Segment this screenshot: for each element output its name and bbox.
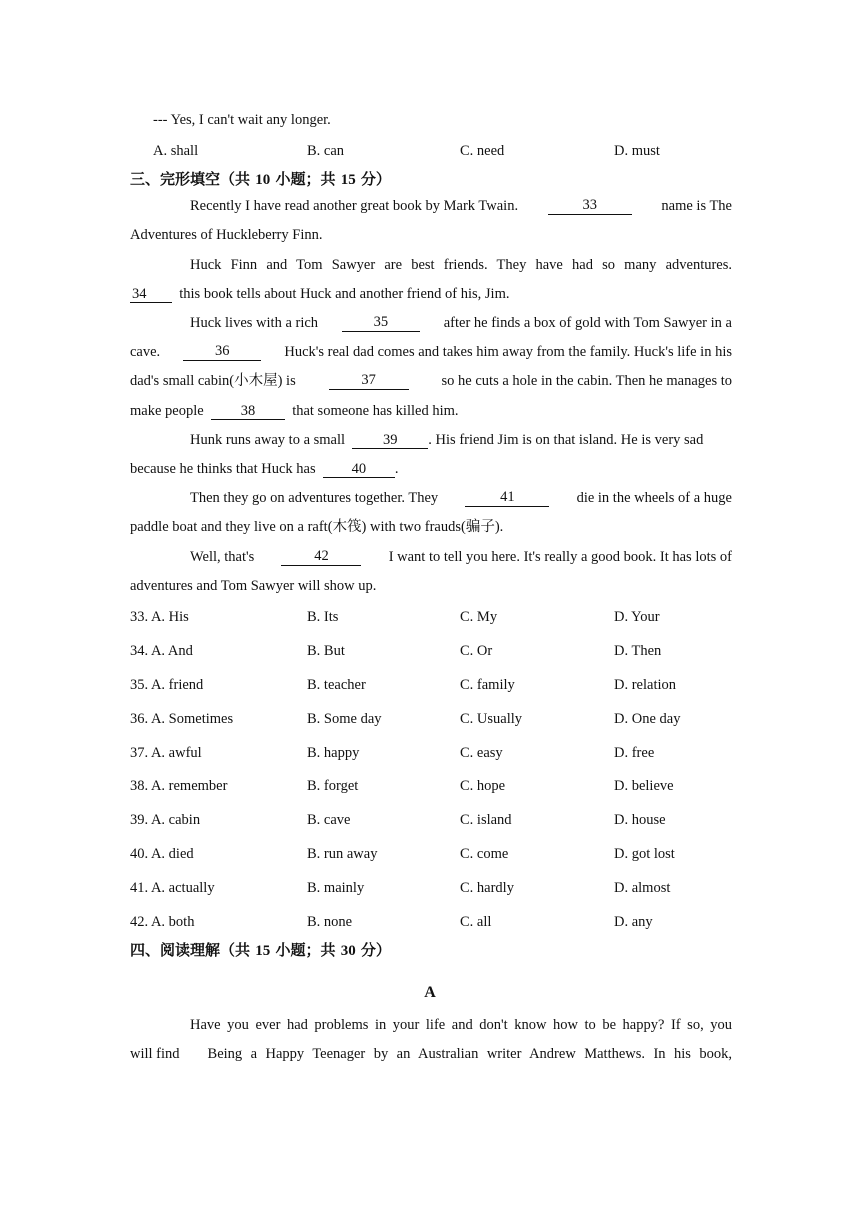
question-options-40 bbox=[130, 846, 750, 864]
section-4-prefix: 四、阅读理解（共 bbox=[130, 941, 256, 959]
prev-option-a: A. shall bbox=[153, 143, 199, 159]
passage-text: Well, that's bbox=[190, 549, 255, 565]
passage-p2-line1: Huck Finn and Tom Sawyer are best friends. They have had so many adventures. bbox=[190, 257, 732, 273]
question-options-42 bbox=[130, 914, 750, 932]
passage-p6-line2: adventures and Tom Sawyer will show up. bbox=[130, 578, 377, 594]
option-a[interactable]: 36. A. Sometimes bbox=[130, 711, 234, 727]
prev-option-b: B. can bbox=[307, 143, 345, 159]
passage-p5-line2: paddle boat and they live on a raft(木筏) with two frauds(骗子). bbox=[130, 519, 504, 535]
option-a[interactable]: 33. A. His bbox=[130, 609, 189, 625]
option-b[interactable]: B. teacher bbox=[307, 677, 366, 693]
passage-p1-line1 bbox=[190, 197, 732, 215]
passage-p3-line4 bbox=[130, 402, 459, 420]
prev-option-d: D. must bbox=[614, 143, 660, 159]
option-b[interactable]: B. run away bbox=[307, 846, 378, 862]
passage-text: Being a Happy Teenager by an Australian writer Andrew Matthews. In his book, bbox=[207, 1046, 732, 1062]
passage-p3-line3 bbox=[130, 372, 732, 390]
section-4-suffix: 分） bbox=[355, 941, 391, 959]
blank-39[interactable]: 39 bbox=[352, 432, 428, 449]
option-c[interactable]: C. Usually bbox=[460, 711, 523, 727]
option-c[interactable]: C. family bbox=[460, 677, 515, 693]
option-b[interactable]: B. forget bbox=[307, 778, 359, 794]
passage-text: Then they go on adventures together. They bbox=[190, 490, 439, 506]
reading-a-line2 bbox=[130, 1045, 732, 1063]
passage-text: Hunk runs away to a small bbox=[190, 432, 346, 448]
option-d[interactable]: D. any bbox=[614, 914, 653, 930]
passage-text: so he cuts a hole in the cabin. Then he manages to bbox=[441, 373, 732, 389]
passage-text: this book tells about Huck and another friend of his, Jim. bbox=[179, 286, 510, 302]
option-c[interactable]: C. hardly bbox=[460, 880, 514, 896]
option-c[interactable]: C. island bbox=[460, 812, 512, 828]
passage-p1-line2: Adventures of Huckleberry Finn. bbox=[130, 227, 323, 243]
option-d[interactable]: D. got lost bbox=[614, 846, 675, 862]
question-options-36 bbox=[130, 711, 750, 729]
passage-text: that someone has killed him. bbox=[292, 403, 459, 419]
option-a[interactable]: 34. A. And bbox=[130, 643, 193, 659]
section-4-points: 30 bbox=[340, 943, 356, 959]
option-a[interactable]: 35. A. friend bbox=[130, 677, 204, 693]
blank-36[interactable]: 36 bbox=[183, 343, 261, 361]
option-b[interactable]: B. But bbox=[307, 643, 345, 659]
passage-text: will find bbox=[130, 1046, 180, 1062]
option-b[interactable]: B. happy bbox=[307, 745, 360, 761]
option-d[interactable]: D. house bbox=[614, 812, 666, 828]
section-3-suffix: 分） bbox=[355, 170, 391, 188]
passage-text: . bbox=[394, 461, 399, 477]
option-d[interactable]: D. Then bbox=[614, 643, 662, 659]
section-4-mid: 小题；共 bbox=[270, 941, 341, 959]
option-d[interactable]: D. One day bbox=[614, 711, 681, 727]
passage-text: die in the wheels of a huge bbox=[576, 490, 732, 506]
passage-text: I want to tell you here. It's really a good book. It has lots of bbox=[388, 549, 732, 565]
option-b[interactable]: B. mainly bbox=[307, 880, 365, 896]
option-a[interactable]: 39. A. cabin bbox=[130, 812, 201, 828]
passage-p2-line2 bbox=[130, 285, 509, 303]
passage-text: after he finds a box of gold with Tom Sawyer in a bbox=[443, 315, 732, 331]
section-3-count: 10 bbox=[255, 172, 271, 188]
prev-option-c: C. need bbox=[460, 143, 505, 159]
option-c[interactable]: C. My bbox=[460, 609, 498, 625]
reading-a-label: A bbox=[424, 984, 436, 1001]
question-options-35 bbox=[130, 677, 750, 695]
blank-33[interactable]: 33 bbox=[548, 197, 632, 215]
answer-line: --- Yes, I can't wait any longer. bbox=[153, 112, 331, 128]
passage-p4-line2 bbox=[130, 460, 399, 478]
option-d[interactable]: D. Your bbox=[614, 609, 660, 625]
blank-34[interactable]: 34 bbox=[130, 286, 172, 303]
option-c[interactable]: C. hope bbox=[460, 778, 506, 794]
option-d[interactable]: D. relation bbox=[614, 677, 677, 693]
option-b[interactable]: B. none bbox=[307, 914, 353, 930]
blank-40[interactable]: 40 bbox=[323, 461, 395, 478]
option-a[interactable]: 42. A. both bbox=[130, 914, 195, 930]
section-3-mid: 小题；共 bbox=[270, 170, 341, 188]
option-a[interactable]: 37. A. awful bbox=[130, 745, 202, 761]
question-options-39 bbox=[130, 812, 750, 830]
question-options-41 bbox=[130, 880, 750, 898]
passage-text: name is The bbox=[661, 198, 732, 214]
option-b[interactable]: B. Some day bbox=[307, 711, 382, 727]
passage-p4-line1 bbox=[190, 431, 732, 449]
section-4-count: 15 bbox=[255, 943, 271, 959]
passage-p3-line1 bbox=[190, 314, 732, 332]
section-3-points: 15 bbox=[340, 172, 356, 188]
passage-text: Huck's real dad comes and takes him away from the family. Huck's life in his bbox=[284, 344, 732, 360]
blank-37[interactable]: 37 bbox=[329, 372, 409, 390]
blank-38[interactable]: 38 bbox=[211, 403, 285, 420]
question-options-37 bbox=[130, 745, 750, 763]
passage-text: dad's small cabin(小木屋) is bbox=[130, 373, 296, 389]
passage-p3-line2 bbox=[130, 343, 732, 361]
option-c[interactable]: C. Or bbox=[460, 643, 493, 659]
option-a[interactable]: 38. A. remember bbox=[130, 778, 228, 794]
passage-text: Recently I have read another great book by Mark Twain. bbox=[190, 198, 519, 214]
option-b[interactable]: B. cave bbox=[307, 812, 351, 828]
option-d[interactable]: D. almost bbox=[614, 880, 671, 896]
option-a[interactable]: 40. A. died bbox=[130, 846, 194, 862]
blank-35[interactable]: 35 bbox=[342, 314, 420, 332]
section-4-heading bbox=[130, 941, 391, 960]
reading-a-line2-rest bbox=[208, 1045, 732, 1063]
passage-text: make people bbox=[130, 403, 204, 419]
section-3-prefix: 三、完形填空（共 bbox=[130, 170, 256, 188]
question-options-33 bbox=[130, 609, 750, 627]
option-d[interactable]: D. believe bbox=[614, 778, 674, 794]
blank-42[interactable]: 42 bbox=[281, 548, 361, 566]
passage-text: Huck lives with a rich bbox=[190, 315, 319, 331]
passage-p5-line1 bbox=[190, 489, 732, 507]
option-b[interactable]: B. Its bbox=[307, 609, 339, 625]
option-c[interactable]: C. all bbox=[460, 914, 492, 930]
blank-41[interactable]: 41 bbox=[465, 489, 549, 507]
reading-a-line1: Have you ever had problems in your life and don't know how to be happy? If so, you bbox=[190, 1017, 732, 1033]
question-options-38 bbox=[130, 778, 750, 796]
passage-text: cave. bbox=[130, 344, 161, 360]
passage-p6-line1 bbox=[190, 548, 732, 566]
option-d[interactable]: D. free bbox=[614, 745, 655, 761]
passage-text: . His friend Jim is on that island. He is very sad bbox=[428, 432, 704, 448]
question-options-34 bbox=[130, 643, 750, 661]
option-c[interactable]: C. easy bbox=[460, 745, 503, 761]
option-c[interactable]: C. come bbox=[460, 846, 509, 862]
option-a[interactable]: 41. A. actually bbox=[130, 880, 215, 896]
section-3-heading bbox=[130, 170, 391, 189]
passage-text: because he thinks that Huck has bbox=[130, 461, 316, 477]
